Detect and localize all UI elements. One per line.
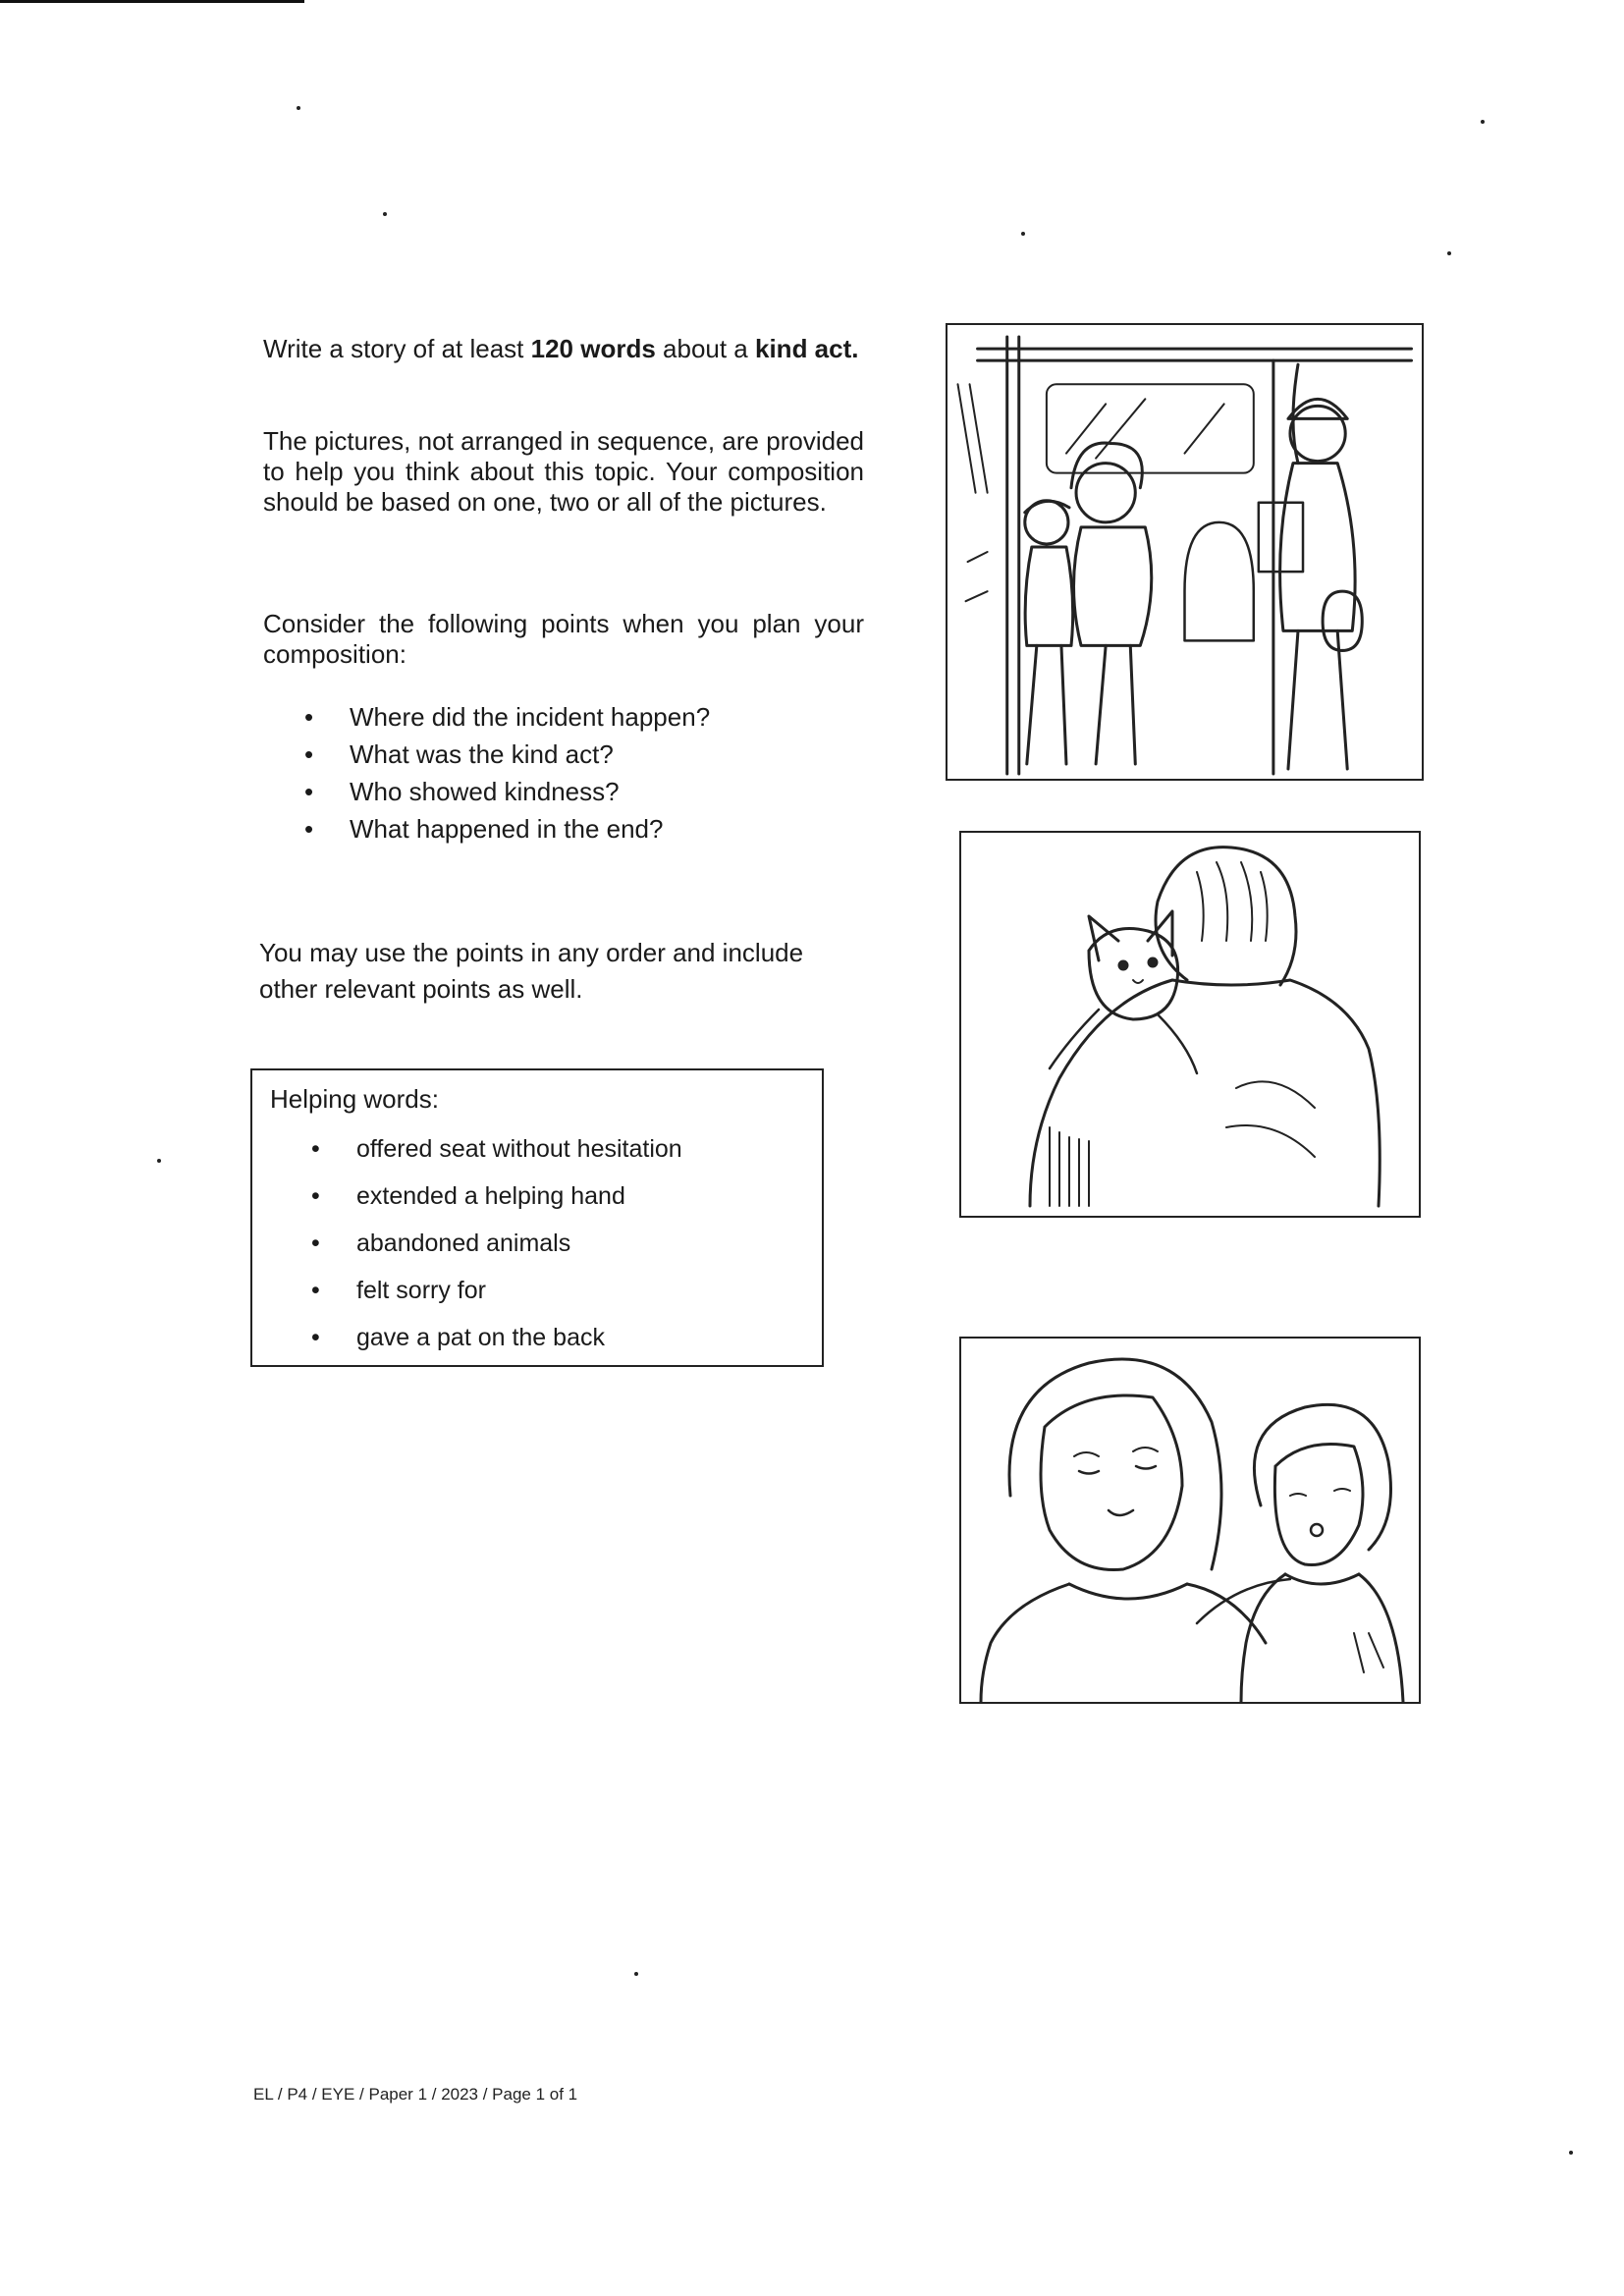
- guiding-points-list: [304, 698, 710, 847]
- scan-speck: [1021, 232, 1025, 236]
- order-note: You may use the points in any order and include other relevant points as well.: [259, 938, 804, 1004]
- picture-train-scene: [946, 323, 1424, 781]
- guiding-point: • What was the kind act?: [304, 736, 710, 773]
- scan-speck: [1481, 120, 1485, 124]
- picture-cat-rescue: [959, 831, 1421, 1218]
- top-rule: [0, 0, 304, 3]
- prompt-lead: Write a story of at least: [263, 334, 531, 363]
- prompt-end: .: [851, 334, 859, 363]
- helping-words-list: [311, 1125, 682, 1361]
- helping-word: • extended a helping hand: [311, 1173, 682, 1220]
- helping-word: • gave a pat on the back: [311, 1314, 682, 1361]
- woman-and-child-illustration: [961, 1339, 1419, 1702]
- helping-words-box: [250, 1068, 824, 1367]
- scan-speck: [297, 106, 300, 110]
- consider-paragraph: Consider the following points when you plan your composition:: [263, 609, 864, 669]
- scan-speck: [1569, 2151, 1573, 2155]
- helping-word: • offered seat without hesitation: [311, 1125, 682, 1173]
- guiding-point: • Where did the incident happen?: [304, 698, 710, 736]
- helping-word: • abandoned animals: [311, 1220, 682, 1267]
- guiding-point: • Who showed kindness?: [304, 773, 710, 810]
- train-scene-illustration: [947, 325, 1422, 779]
- task-prompt: [263, 334, 858, 364]
- page-footer: EL / P4 / EYE / Paper 1 / 2023 / Page 1 of 1: [253, 2085, 578, 2104]
- prompt-middle: about a: [655, 334, 755, 363]
- scan-speck: [1447, 251, 1451, 255]
- picture-woman-and-child: [959, 1337, 1421, 1704]
- guiding-point: • What happened in the end?: [304, 810, 710, 847]
- prompt-word-count: 120 words: [530, 334, 656, 363]
- scan-speck: [157, 1159, 161, 1163]
- prompt-topic: kind act: [755, 334, 852, 363]
- scan-speck: [383, 212, 387, 216]
- scan-speck: [634, 1972, 638, 1976]
- helping-word: • felt sorry for: [311, 1267, 682, 1314]
- intro-paragraph: The pictures, not arranged in sequence, are provided to help you think about this topic. Your composition should be based on one, two or all of the pictures.: [263, 426, 864, 517]
- cat-rescue-illustration: [961, 833, 1419, 1216]
- helping-words-title: Helping words:: [270, 1084, 439, 1114]
